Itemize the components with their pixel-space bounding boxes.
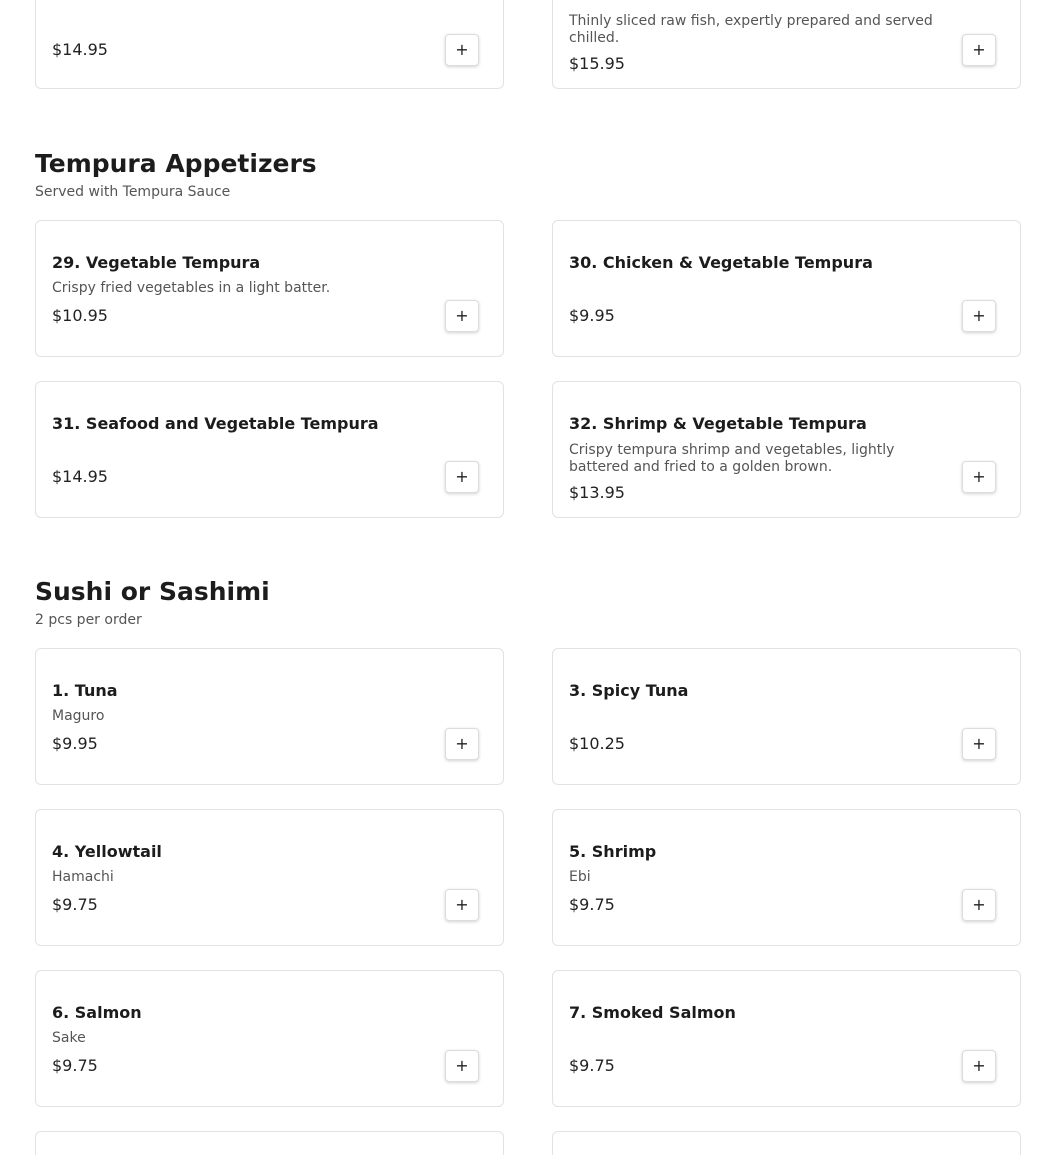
menu-item-card[interactable]: [35, 220, 504, 357]
menu-item-card[interactable]: [35, 0, 504, 89]
menu-item-card[interactable]: [552, 220, 1021, 357]
item-price: $9.95: [52, 734, 98, 753]
item-description: Crispy tempura shrimp and vegetables, lightly battered and fried to a golden brown.: [569, 442, 895, 475]
section-title: Sushi or Sashimi: [35, 577, 270, 606]
add-to-cart-button[interactable]: +: [962, 461, 996, 493]
item-price: $13.95: [569, 483, 625, 502]
section-subtitle: 2 pcs per order: [35, 612, 142, 628]
section-title: Tempura Appetizers: [35, 149, 317, 178]
item-price: $10.25: [569, 734, 625, 753]
menu-item-card[interactable]: [35, 648, 504, 785]
menu-item-card[interactable]: [35, 1131, 504, 1155]
item-name: 1. Tuna: [52, 681, 118, 700]
item-name: 32. Shrimp & Vegetable Tempura: [569, 414, 867, 433]
item-description: Hamachi: [52, 869, 114, 885]
item-name: 3. Spicy Tuna: [569, 681, 689, 700]
menu-item-card[interactable]: [552, 381, 1021, 518]
item-price: $9.75: [569, 895, 615, 914]
item-name: 5. Shrimp: [569, 842, 657, 861]
add-to-cart-button[interactable]: +: [962, 1050, 996, 1082]
menu-item-card[interactable]: [552, 648, 1021, 785]
item-name: 31. Seafood and Vegetable Tempura: [52, 414, 379, 433]
item-price: $9.75: [569, 1056, 615, 1075]
item-name: 30. Chicken & Vegetable Tempura: [569, 253, 873, 272]
add-to-cart-button[interactable]: +: [445, 34, 479, 66]
add-to-cart-button[interactable]: +: [445, 461, 479, 493]
add-to-cart-button[interactable]: +: [445, 889, 479, 921]
item-price: $9.95: [569, 306, 615, 325]
item-price: $15.95: [569, 54, 625, 73]
menu-item-card[interactable]: [35, 381, 504, 518]
item-price: $14.95: [52, 40, 108, 59]
add-to-cart-button[interactable]: +: [962, 300, 996, 332]
add-to-cart-button[interactable]: +: [445, 1050, 479, 1082]
add-to-cart-button[interactable]: +: [962, 889, 996, 921]
add-to-cart-button[interactable]: +: [962, 34, 996, 66]
menu-item-card[interactable]: [552, 0, 1021, 89]
item-price: $9.75: [52, 1056, 98, 1075]
item-name: 4. Yellowtail: [52, 842, 162, 861]
menu-item-card[interactable]: [552, 809, 1021, 946]
item-description: Crispy fried vegetables in a light batter.: [52, 280, 331, 296]
section-subtitle: Served with Tempura Sauce: [35, 184, 231, 200]
item-description: Ebi: [569, 869, 591, 885]
item-name: 6. Salmon: [52, 1003, 142, 1022]
menu-item-card[interactable]: [35, 809, 504, 946]
item-description: Thinly sliced raw fish, expertly prepared and served chilled.: [569, 13, 933, 46]
item-description: Sake: [52, 1030, 86, 1046]
item-name: 29. Vegetable Tempura: [52, 253, 261, 272]
item-price: $9.75: [52, 895, 98, 914]
add-to-cart-button[interactable]: +: [445, 300, 479, 332]
item-description: Maguro: [52, 708, 105, 724]
add-to-cart-button[interactable]: +: [445, 728, 479, 760]
item-name: 7. Smoked Salmon: [569, 1003, 736, 1022]
add-to-cart-button[interactable]: +: [962, 728, 996, 760]
menu-item-card[interactable]: [35, 970, 504, 1107]
item-price: $14.95: [52, 467, 108, 486]
menu-item-card[interactable]: [552, 1131, 1021, 1155]
item-price: $10.95: [52, 306, 108, 325]
menu-item-card[interactable]: [552, 970, 1021, 1107]
